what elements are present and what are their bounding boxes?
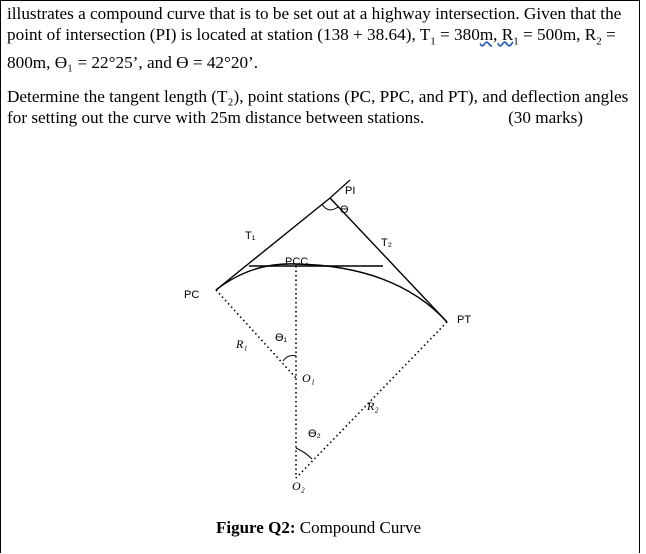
back-tangent-line [216, 198, 330, 290]
line2-part-c: = 500m, R [518, 25, 597, 44]
pi-label: PI [345, 185, 356, 197]
o1-label: O₁ [302, 371, 315, 385]
theta2-arc [296, 448, 312, 459]
r2-label: R₂ [367, 399, 379, 413]
curve-arc-1 [216, 264, 296, 290]
o2-label: O₂ [292, 479, 305, 493]
theta1-label: ϴ₁ [275, 332, 288, 344]
t2-label: T₂ [381, 237, 392, 249]
line2-sub: 1 [430, 35, 436, 48]
pcc-label: PCC [285, 256, 309, 268]
t1-label: T₁ [245, 230, 256, 242]
line2-part-d: = [601, 25, 616, 44]
line2-part-a: point of intersection (PI) is located at station (138 + 38.64), T [7, 25, 431, 44]
caption-text: Compound Curve [295, 518, 422, 537]
line2-underlined: m, R [479, 25, 514, 44]
pt-label: PT [457, 314, 472, 326]
r1-label: R₁ [236, 337, 248, 351]
pc-label: PC [184, 289, 200, 301]
problem-line-1: illustrates a compound curve that is to be set out at a highway intersection. Given that the [7, 4, 622, 23]
problem-line-3: 800m, ϴ₁ = 22°25’, and ϴ = 42°20’. [7, 53, 259, 73]
marks-label: (30 marks) [508, 108, 583, 127]
line2-sub3: 2 [596, 35, 602, 48]
problem-line-5-text: for setting out the curve with 25m distance between stations. [7, 108, 425, 127]
problem-line-4: Determine the tangent length (T₂), point stations (PC, PPC, and PT), and deflection angles [7, 87, 629, 106]
caption-bold: Figure Q2: [216, 518, 296, 537]
line2-part-b: = 380 [435, 25, 480, 44]
curve-arc-2 [296, 264, 447, 322]
theta-label: ϴ [340, 204, 349, 216]
figure-caption [216, 518, 421, 538]
theta2-label: ϴ₂ [308, 428, 321, 440]
theta1-arc [283, 356, 296, 361]
line2-sub2: 1 [513, 35, 519, 48]
forward-tangent-line [330, 198, 447, 322]
